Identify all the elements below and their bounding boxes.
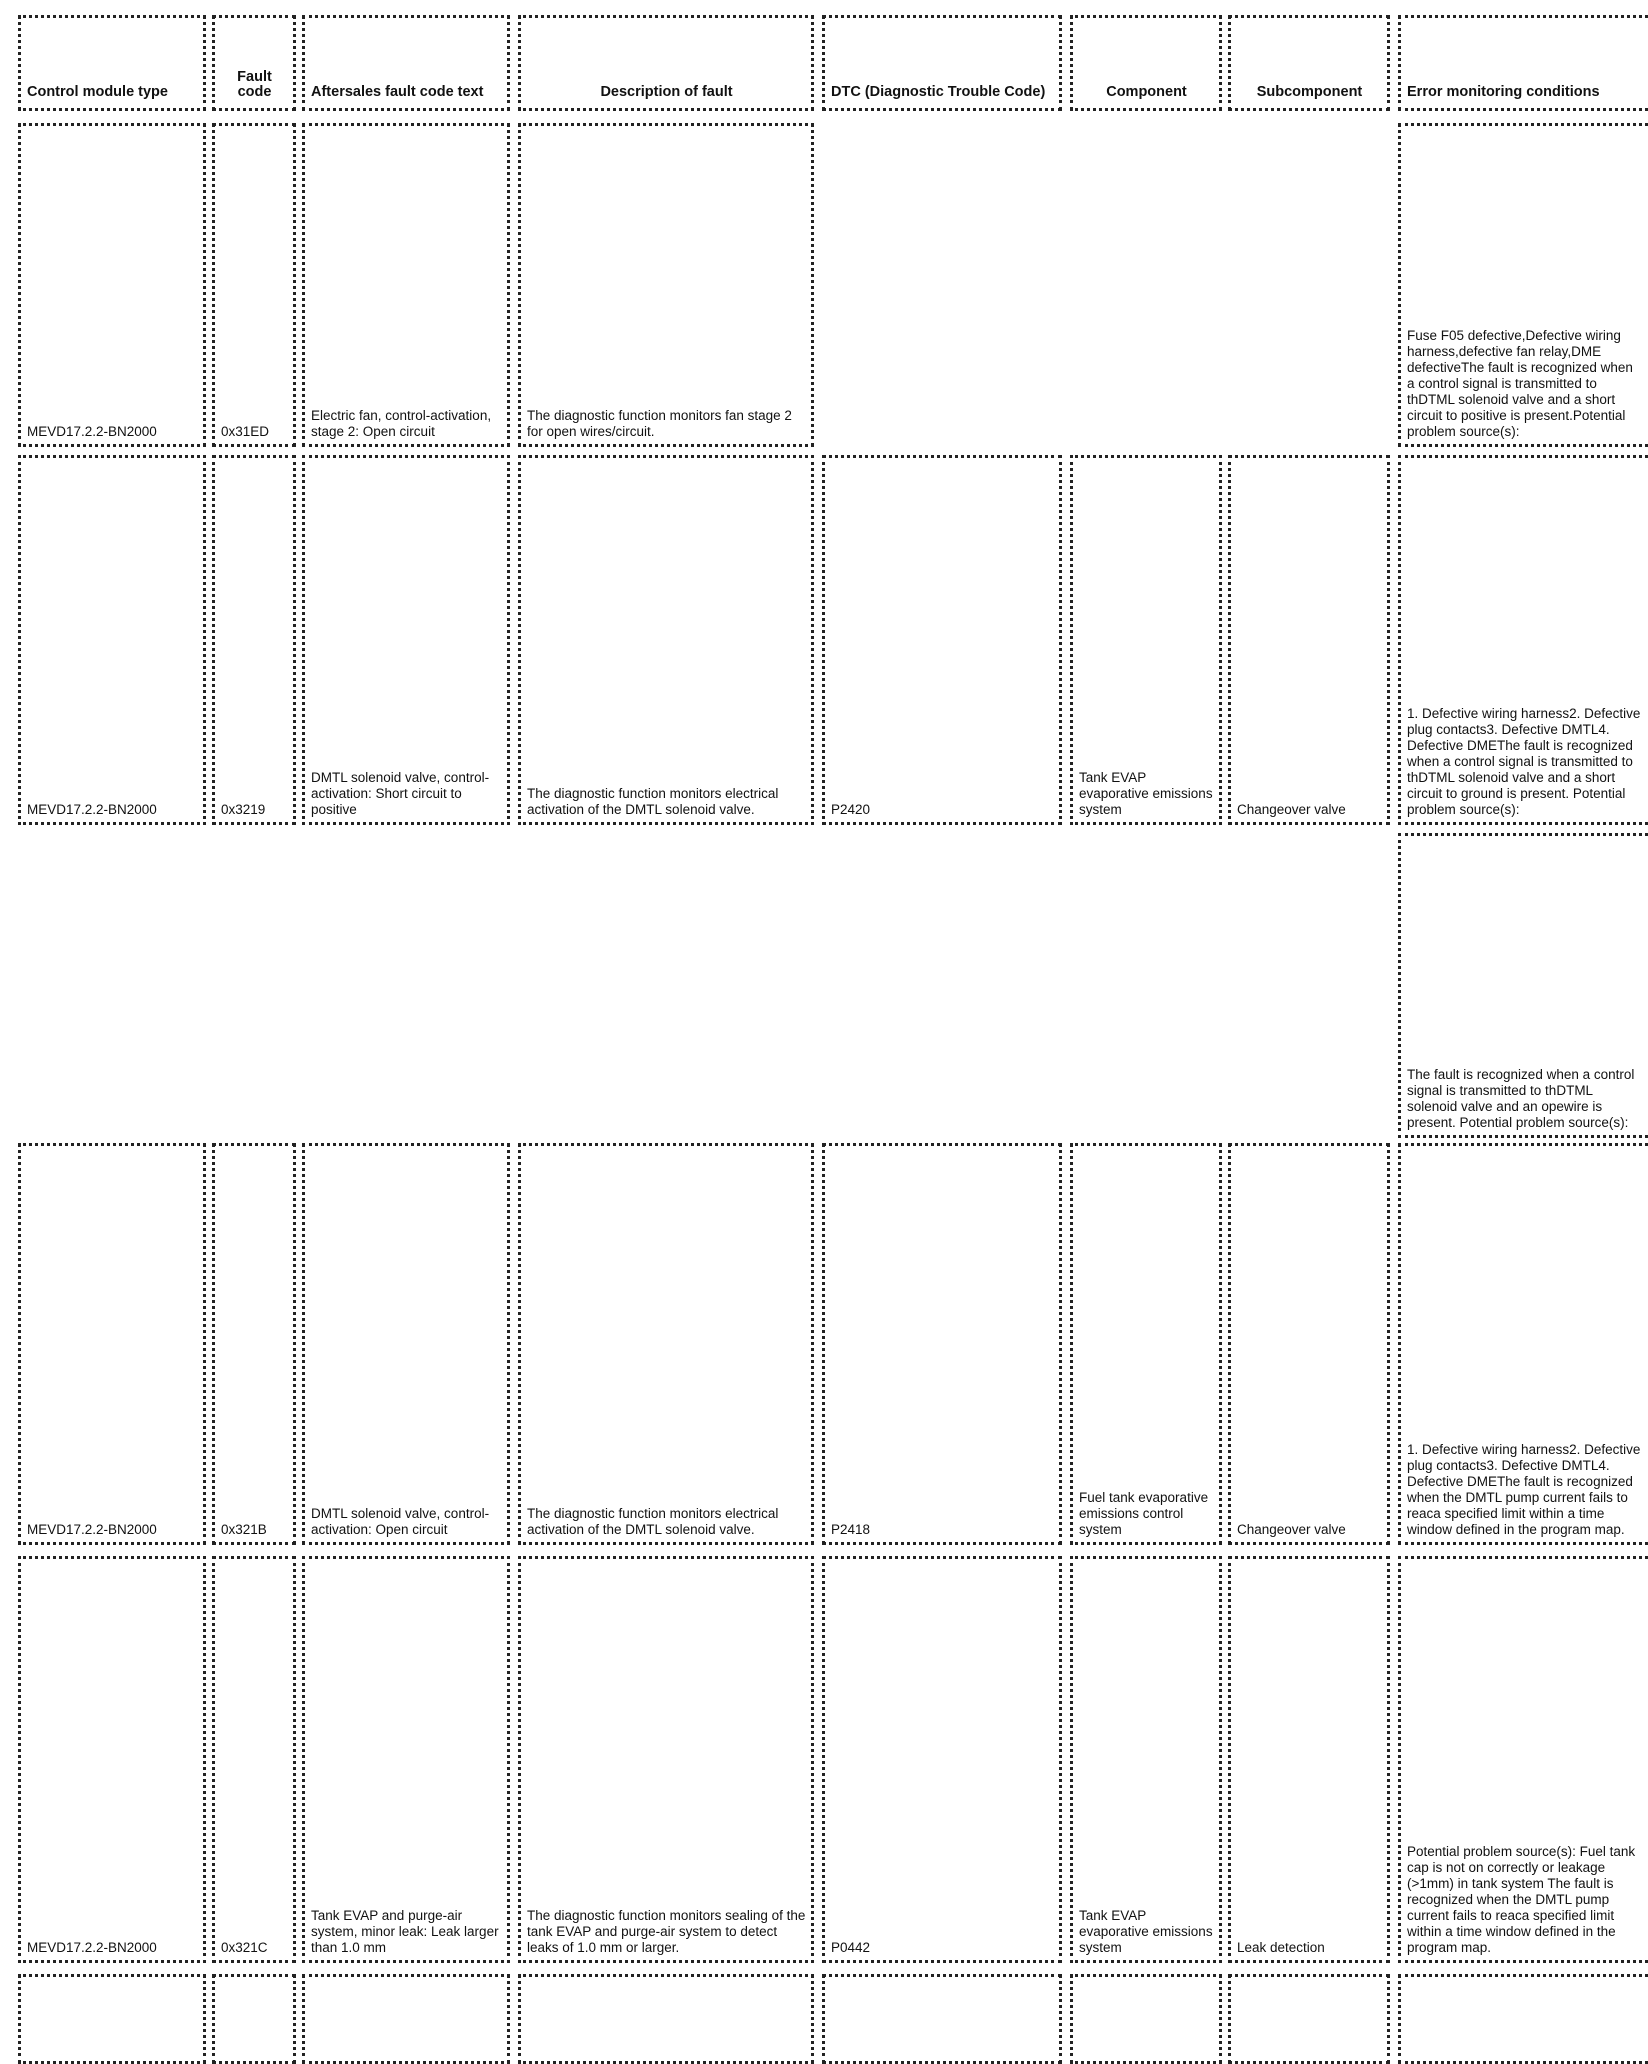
cell-conditions: The fault is recognized when a control signal is transmitted to thDTML solenoid valve and an opewire is present. Potential problem source(s):	[1398, 833, 1648, 1138]
header-dtc: DTC (Diagnostic Trouble Code)	[822, 15, 1062, 111]
cell-empty	[302, 1974, 510, 2064]
header-component: Component	[1070, 15, 1222, 111]
cell-module: MEVD17.2.2-BN2000	[18, 123, 206, 447]
cell-fault-code: 0x31ED	[212, 123, 296, 447]
cell-description: The diagnostic function monitors fan stage 2 for open wires/circuit.	[518, 123, 814, 447]
cell-conditions: Fuse F05 defective,Defective wiring harness,defective fan relay,DME defectiveThe fault is recognized when a control signal is transmitted to thDTML solenoid valve and a short circuit to positive is present.Potential problem source(s):	[1398, 123, 1648, 447]
cell-empty	[1398, 1974, 1648, 2064]
cell-dtc: P0442	[822, 1556, 1062, 1963]
cell-component: Fuel tank evaporative emissions control system	[1070, 1143, 1222, 1545]
cell-subcomponent: Leak detection	[1228, 1556, 1390, 1963]
cell-module: MEVD17.2.2-BN2000	[18, 1143, 206, 1545]
header-error-monitoring-conditions: Error monitoring conditions	[1398, 15, 1648, 111]
cell-module: MEVD17.2.2-BN2000	[18, 1556, 206, 1963]
cell-empty	[822, 1974, 1062, 2064]
cell-description: The diagnostic function monitors sealing of the tank EVAP and purge-air system to detect leaks of 1.0 mm or larger.	[518, 1556, 814, 1963]
cell-empty	[1228, 1974, 1390, 2064]
cell-conditions: 1. Defective wiring harness2. Defective plug contacts3. Defective DMTL4. Defective DMEThe fault is recognized when the DMTL pump current fails to reaca specified limit within a time window defined in the program map.	[1398, 1143, 1648, 1545]
header-aftersales-text: Aftersales fault code text	[302, 15, 510, 111]
cell-aftersales-text: Tank EVAP and purge-air system, minor leak: Leak larger than 1.0 mm	[302, 1556, 510, 1963]
cell-dtc: P2420	[822, 455, 1062, 825]
header-fault-code: Fault code	[212, 15, 296, 111]
cell-empty	[212, 1974, 296, 2064]
cell-subcomponent: Changeover valve	[1228, 455, 1390, 825]
cell-fault-code: 0x321B	[212, 1143, 296, 1545]
cell-component: Tank EVAP evaporative emissions system	[1070, 455, 1222, 825]
cell-description: The diagnostic function monitors electrical activation of the DMTL solenoid valve.	[518, 455, 814, 825]
cell-conditions: 1. Defective wiring harness2. Defective plug contacts3. Defective DMTL4. Defective DMEThe fault is recognized when a control signal is transmitted to thDTML solenoid valve and a short circuit to ground is present. Potential problem source(s):	[1398, 455, 1648, 825]
cell-aftersales-text: Electric fan, control-activation, stage 2: Open circuit	[302, 123, 510, 447]
cell-module: MEVD17.2.2-BN2000	[18, 455, 206, 825]
header-description: Description of fault	[518, 15, 814, 111]
header-subcomponent: Subcomponent	[1228, 15, 1390, 111]
cell-empty	[1070, 1974, 1222, 2064]
cell-fault-code: 0x321C	[212, 1556, 296, 1963]
cell-empty	[518, 1974, 814, 2064]
header-control-module-type: Control module type	[18, 15, 206, 111]
cell-empty	[18, 1974, 206, 2064]
cell-aftersales-text: DMTL solenoid valve, control-activation: Short circuit to positive	[302, 455, 510, 825]
cell-dtc: P2418	[822, 1143, 1062, 1545]
cell-conditions: Potential problem source(s): Fuel tank cap is not on correctly or leakage (>1mm) in tank system The fault is recognized when the DMTL pump current fails to reaca specified limit within a time window defined in the program map.	[1398, 1556, 1648, 1963]
cell-fault-code: 0x3219	[212, 455, 296, 825]
cell-description: The diagnostic function monitors electrical activation of the DMTL solenoid valve.	[518, 1143, 814, 1545]
cell-aftersales-text: DMTL solenoid valve, control-activation: Open circuit	[302, 1143, 510, 1545]
cell-subcomponent: Changeover valve	[1228, 1143, 1390, 1545]
cell-component: Tank EVAP evaporative emissions system	[1070, 1556, 1222, 1963]
